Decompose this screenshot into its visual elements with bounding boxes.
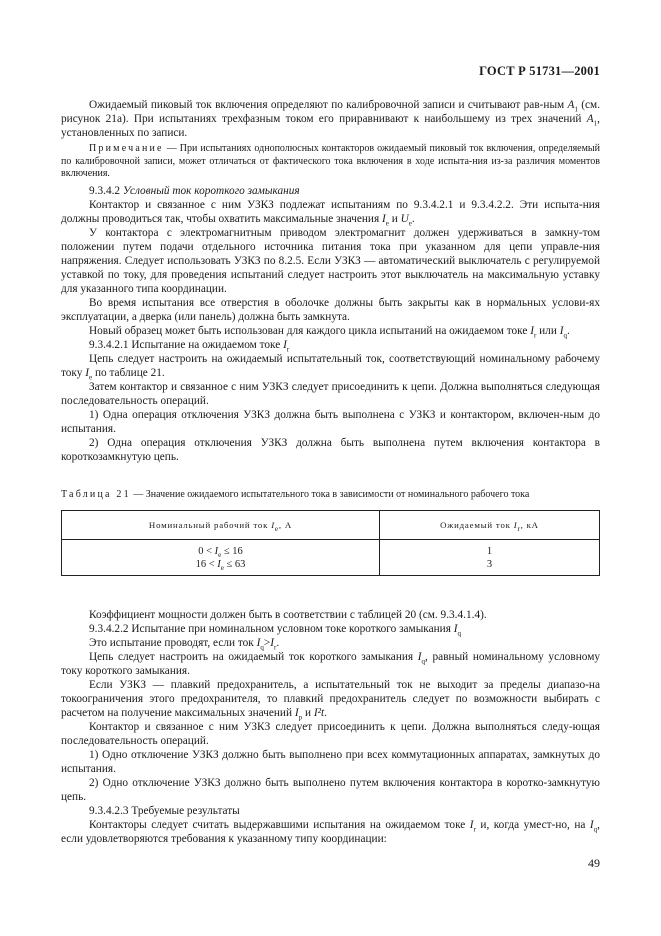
table-row <box>62 539 600 575</box>
paragraph-connect: Затем контактор и связанное с ним УЗКЗ следует присоединить к цепи. Должна выполняться следующая последовательность операций. <box>61 380 600 407</box>
value-cell <box>379 539 599 575</box>
list-item-1: 1) Одна операция отключения УЗКЗ должна быть выполнена с УЗКЗ и контактором, включен-ным до испытания. <box>61 408 600 435</box>
paragraph-9342-intro: Контактор и связанное с ним УЗКЗ подлежат испытаниям по 9.3.4.2.1 и 9.3.4.2.2. Эти испыта-ния должны проводиться так, чтобы охватить максимальные значения $I_e$ и $U_e$. <box>61 198 600 227</box>
value-row-2: 3 <box>486 558 493 570</box>
list-item-4: 2) Одно отключение УЗКЗ должно быть выполнено путем включения контактора в коротко-замкнутую цепь. <box>61 776 600 803</box>
paragraph-circuit-setup: Цепь следует настроить на ожидаемый испытательный ток, соответствующий номинальному рабочему току $I_e$ по таблице 21. <box>61 352 600 381</box>
note-label: Примечание <box>89 143 164 154</box>
paragraph-connect-2: Контактор и связанное с ним УЗКЗ следует присоединить к цепи. Должна выполняться следу-ющая последовательность операций. <box>61 720 600 747</box>
list-item-3: 1) Одно отключение УЗКЗ должно быть выполнено при всех коммутационных аппаратах, замкнутых до испытания. <box>61 748 600 775</box>
range-row-1: $0 < I_e \le 16$ <box>198 545 243 559</box>
list-item-2: 2) Одна операция отключения УЗКЗ должна быть выполнена путем включения контактора в короткозамкнутую цепь. <box>61 436 600 463</box>
paragraph-peak-current: Ожидаемый пиковый ток включения определяют по калибровочной записи и считывают рав-ным $A_1$ (см. рисунок 21а). При испытаниях трехфазным током его приравнивают к наибольшему из трех значений $A_1$, установленных по записи. <box>61 99 601 139</box>
section-93422-heading: 9.3.4.2.2 Испытание при номинальном условном токе короткого замыкания $I_q$ <box>89 622 462 637</box>
standard-header: ГОСТ Р 51731—2001 <box>479 64 600 78</box>
table-label: Таблица 21 <box>61 488 131 500</box>
paragraph-power-factor: Коэффициент мощности должен быть в соответствии с таблицей 20 (см. 9.3.4.1.4). <box>89 608 487 621</box>
range-row-2: $16 < I_e \le 63$ <box>195 558 246 572</box>
paragraph-test-condition: Это испытание проводят, если ток $I_q>I_r$. <box>89 636 280 651</box>
paragraph-results: Контакторы следует считать выдержавшими испытания на ожидаемом токе $I_r$ и, когда умест-но, на $I_q$, если удовлетворяются требования к указанному типу координации: <box>61 818 600 845</box>
paragraph-fuse: Если УЗКЗ — плавкий предохранитель, а испытательный ток не выходит за пределы диапазо-на токоограничения этого предохранителя, то плавкий предохранитель следует по возможности выбирать с расчетом на получение максимальных значений $I_p$ и I²t. <box>61 678 600 721</box>
paragraph-enclosure: Во время испытания все отверстия в оболочке должны быть закрыты как в нормальных услови-ях эксплуатации, а дверка (или панель) должна быть замкнута. <box>61 296 600 323</box>
paragraph-new-sample: Новый образец может быть использован для каждого цикла испытаний на ожидаемом токе $I_r$ или $I_q$. <box>89 324 570 339</box>
note-paragraph: Примечание — При испытаниях однополюсных контакторов ожидаемый пиковый ток включения, определяемый по калибровочной записи, может отличаться от фактического тока включения в ходе испыта-ния из-за различия моментов включения. <box>61 143 601 179</box>
range-cell <box>62 539 380 575</box>
paragraph-electromagnet: У контактора с электромагнитным приводом электромагнит должен удерживаться в замкну-том положении путем подачи отдельного источника питания тока при указанном для цепи управле-ния напряжения. Следует использовать УЗКЗ по 8.2.5. Если УЗКЗ — автоматический выключатель с регулируемой уставкой по току, для проведения испытаний следует настроить этот выключатель на максимальную уставку для указанного типа координации. <box>61 226 600 295</box>
section-9342-heading: 9.3.4.2 Условный ток короткого замыкания <box>89 184 300 197</box>
table-header-row <box>62 510 600 539</box>
page-content <box>61 98 600 846</box>
col2-header: Ожидаемый ток $I_r$, кА <box>379 510 599 539</box>
table-21 <box>61 510 600 576</box>
paragraph-circuit-iq: Цепь следует настроить на ожидаемый ток короткого замыкания $I_q$, равный номинальному условному току короткого замыкания. <box>61 650 600 677</box>
section-93423-heading: 9.3.4.2.3 Требуемые результаты <box>89 804 240 817</box>
page-number: 49 <box>588 856 600 870</box>
table-caption: Таблица 21 — Значение ожидаемого испытательного тока в зависимости от номинального рабочего тока <box>61 488 530 500</box>
value-row-1: 1 <box>486 545 493 557</box>
section-93421-heading: 9.3.4.2.1 Испытание на ожидаемом токе $I_r$ <box>89 338 290 353</box>
col1-header: Номинальный рабочий ток $I_e$, А <box>62 510 380 539</box>
